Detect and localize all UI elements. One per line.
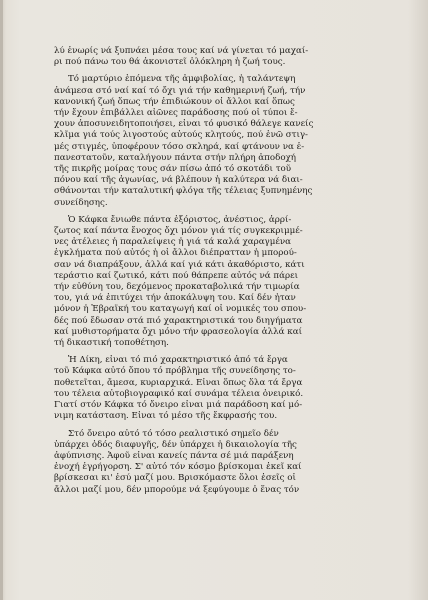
text-line: κανονική ζωή ὅπως τήν ἐπιδιώκουν οἱ ἄλλοι καί ὅπως	[54, 96, 295, 107]
paragraph	[54, 74, 398, 208]
text-line: Ὁ Κάφκα ἔνιωθε πάντα ἐξόριστος, ἀνέστιος, ἀρρί-	[68, 214, 292, 225]
text-line: τῆς πικρῆς μοίρας τους σάν πίσω ἀπό τό σκοτάδι τοῦ	[54, 164, 292, 175]
text-line: του τέλεια αὐτοβιογραφικό καί συνάμα τέλεια ὀνειρικό.	[54, 388, 304, 399]
text-line: τήν εὐθύνη του, δεχόμενος προκαταβολικά τήν τιμωρία	[54, 282, 300, 293]
text-line: Τό μαρτύριο ἑπόμενα τῆς ἀμφιβολίας, ἡ ταλάντεψη	[68, 74, 296, 85]
text-line: χουν ἀποσυνειδητοποιήσει, εἶναι τό φυσικό θάλεγε κανείς	[54, 119, 314, 130]
text-line: ποθετεῖται, ἄμεσα, κυριαρχικά. Εἶναι ὅπως ὅλα τά ἔργα	[54, 377, 303, 388]
text-line: μόνον ἡ Ἑβραϊκή του καταγωγή καί οἱ νομικές του σπου-	[54, 304, 307, 315]
paragraph	[54, 215, 398, 349]
text-line: ἀνάμεσα στό ναί καί τό ὄχι γιά τήν καθημερινή ζωή, τήν	[54, 85, 306, 96]
text-line: δές πού ἔδωσαν στά πιό χαρακτηριστικά του διηγήματα	[54, 315, 303, 326]
text-line: νιμη κατάσταση. Εἶναι τό μέσο τῆς ἔκφρασής του.	[54, 411, 278, 422]
text-line: σθάνονται τήν καταλυτική φλόγα τῆς τέλειας ξυπνημένης	[54, 186, 313, 197]
text-line: του, γιά νά ἐπιτύχει τήν ἀποκάλυψη του. Καί δέν ἦταν	[54, 293, 296, 304]
text-line: καί μυθιστορήματα ὄχι μόνο τήν φρασεολογία ἀλλά καί	[54, 326, 303, 337]
text-line: πανεστατοῦν, καταλήγουν πάντα στήν πλήρη ἀποδοχή	[54, 152, 297, 163]
text-line: ἐγκλήματα πού αὐτός ἡ οἱ ἄλλοι διέπρατταν ἡ μπορού-	[54, 248, 297, 259]
text-line: τή δικαστική τοποθέτηση.	[54, 338, 169, 349]
text-line: κλῖμα γιά τούς λιγοστούς αὐτούς κλητούς, πού ἐνῶ στιγ-	[54, 130, 308, 141]
document-body	[54, 46, 398, 496]
page-fold-shadow	[0, 0, 3, 600]
text-line: ὑπάρχει ὁδός διαφυγῆς, δέν ὑπάρχει ἡ δικαιολογία τῆς	[54, 439, 297, 450]
text-line: σαν νά διαπράξουν, ἀλλά καί γιά κάτι ἀκαθόριστο, κάτι	[54, 259, 305, 270]
text-line: βρίσκεσαι κι' ἐσύ μαζί μου. Βρισκόμαστε ὅλοι ἐσεῖς οἱ	[54, 473, 296, 484]
text-line: τήν ἔχουν ἐπιβάλλει αἰῶνες παράδοσης πού οἱ τύποι ἔ-	[54, 108, 298, 119]
paragraph	[54, 46, 398, 68]
text-line: τοῦ Κάφκα αὐτό ὅπου τό πρόβλημα τῆς συνείδησης το-	[54, 366, 296, 377]
text-line: μές στιγμές, ὑποφέρουν τόσο σκληρά, καί φτάνουν να ἐ-	[54, 141, 305, 152]
text-line: ζωτος καί πάντα ἔνοχος ὄχι μόνον γιά τίς συγκεκριμμέ-	[54, 226, 303, 237]
text-line: ρι πού πάνω του θά ἀκονιστεῖ ὁλόκληρη ἡ ζωή τους.	[54, 57, 286, 68]
text-line: τεράστιο καί ζωτικό, κάτι πού θάπρεπε αὐτός νά πάρει	[54, 270, 299, 281]
text-line: λύ ἐνωρίς νά ξυπνάει μέσα τους καί νά γίνεται τό μαχαί-	[54, 46, 309, 56]
text-line: ἄλλοι μαζί μου, δέν μπορούμε νά ξεφύγουμε ὁ ἕνας τόν	[54, 484, 300, 495]
text-line: νες ἀτέλειες ἡ παραλείψεις ἡ γιά τά καλά χαραγμένα	[54, 237, 292, 248]
paragraph	[54, 355, 398, 422]
text-line: Στό ὄνειρο αὐτό τό τόσο ρεαλιστικό σημεῖο δέν	[68, 428, 279, 439]
text-line: ἀφύπνισης. Ἀφοῦ εἶναι κανείς πάντα σέ μιά παράξενη	[54, 450, 294, 461]
text-line: συνείδησης.	[54, 197, 108, 208]
text-line: ἐνοχή ἐγρήγορση. Σ' αὐτό τόν κόσμο βρίσκομαι ἐκεῖ καί	[54, 462, 302, 473]
paragraph	[54, 429, 398, 496]
text-line: Ἡ Δίκη, εἶναι τό πιό χαρακτηριστικό ἀπό τά ἔργα	[68, 355, 288, 366]
text-line: πόνου καί τῆς ἀγωνίας, νά βλέπουν ἡ καλύτερα νά διαι-	[54, 175, 303, 186]
text-line: Γιατί στόν Κάφκα τό ὄνειρο εἶναι μιά παράδοση καί μό-	[54, 400, 303, 411]
